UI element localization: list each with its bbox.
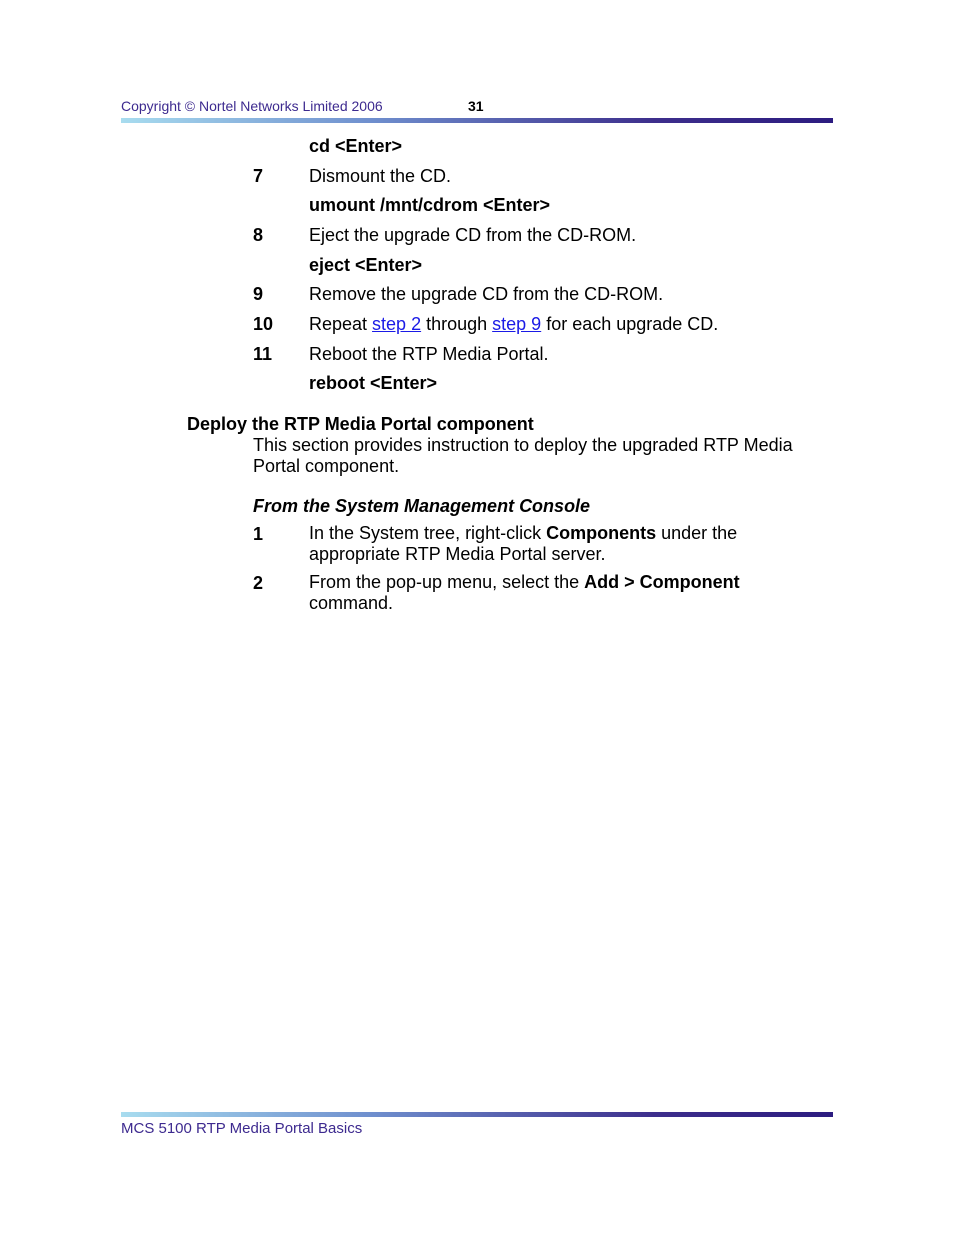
step-text-9: Remove the upgrade CD from the CD-ROM.: [309, 284, 664, 304]
page-number: 31: [468, 98, 484, 114]
step-10-post: for each upgrade CD.: [541, 314, 719, 334]
command-cd: cd <Enter>: [309, 136, 403, 156]
subsection-title: From the System Management Console: [253, 496, 591, 516]
step-number-10: 10: [253, 314, 274, 334]
step-text-8: Eject the upgrade CD from the CD-ROM.: [309, 225, 637, 245]
proc-step-2-pre: From the pop-up menu, select the: [309, 572, 585, 592]
proc-step-2-bold: Add > Component: [584, 572, 740, 592]
command-umount: umount /mnt/cdrom <Enter>: [309, 195, 551, 215]
proc-step-number-1: 1: [253, 524, 264, 544]
step-10-mid: through: [421, 314, 493, 334]
proc-step-number-2: 2: [253, 573, 264, 593]
proc-step-text-2: [309, 572, 789, 614]
command-reboot: reboot <Enter>: [309, 373, 438, 393]
step-text-10: [309, 314, 829, 335]
step-number-8: 8: [253, 225, 264, 245]
step-text-11: Reboot the RTP Media Portal.: [309, 344, 549, 364]
proc-step-1-pre: In the System tree, right-click: [309, 523, 547, 543]
proc-step-1-bold: Components: [546, 523, 657, 543]
footer-rule: [121, 1112, 833, 1117]
section-intro: This section provides instruction to deploy the upgraded RTP Media Portal component.: [253, 435, 793, 476]
command-eject: eject <Enter>: [309, 255, 423, 275]
header-rule: [121, 118, 833, 123]
proc-step-2-post: command.: [309, 593, 394, 613]
section-title: Deploy the RTP Media Portal component: [187, 414, 534, 434]
footer-title: MCS 5100 RTP Media Portal Basics: [121, 1120, 363, 1137]
header-copyright: Copyright © Nortel Networks Limited 2006: [121, 98, 383, 114]
link-step-9[interactable]: step 9: [492, 314, 542, 334]
proc-step-1-post: under the appropriate RTP Media Portal server.: [309, 523, 738, 564]
step-text-7: Dismount the CD.: [309, 166, 452, 186]
step-10-pre: Repeat: [309, 314, 373, 334]
link-step-2[interactable]: step 2: [372, 314, 422, 334]
step-number-7: 7: [253, 166, 264, 186]
proc-step-text-1: [309, 523, 789, 565]
step-number-11: 11: [253, 344, 273, 364]
step-number-9: 9: [253, 284, 264, 304]
